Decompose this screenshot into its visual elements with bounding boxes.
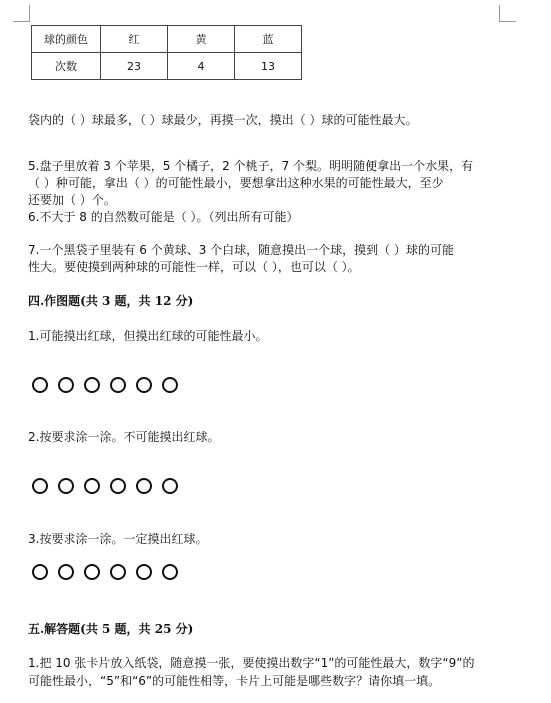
section-4-title: 四.作图题(共 3 题，共 12 分) (28, 294, 194, 308)
draw-question-2: 2.按要求涂一涂。不可能摸出红球。 (28, 430, 220, 444)
ball-circle[interactable] (32, 564, 48, 580)
draw-question-1: 1.可能摸出红球，但摸出红球的可能性最小。 (28, 329, 268, 343)
section-5-title: 五.解答题(共 5 题，共 25 分) (28, 622, 194, 636)
table-cell: 黄 (168, 26, 235, 53)
ball-circle[interactable] (136, 478, 152, 494)
solve-question-1-line-2: 可能性最小，“5”和“6”的可能性相等，卡片上可能是哪些数字？请你填一填。 (28, 674, 441, 688)
question-5-line-2: （ ）种可能，拿出（ ）的可能性最小，要想拿出这种水果的可能性最大，至少 (28, 176, 444, 190)
circle-row-2 (32, 478, 178, 494)
question-7-line-2: 性大。要使摸到两种球的可能性一样，可以（ ），也可以（ ）。 (28, 260, 360, 274)
ball-circle[interactable] (162, 377, 178, 393)
table-cell: 13 (235, 53, 302, 80)
page-corner-mark-left (13, 5, 30, 22)
ball-count-table (31, 25, 302, 80)
ball-circle[interactable] (58, 564, 74, 580)
table-cell: 红 (101, 26, 168, 53)
draw-question-3: 3.按要求涂一涂。一定摸出红球。 (28, 532, 208, 546)
solve-question-1-line-1: 1.把 10 张卡片放入纸袋，随意摸一张，要使摸出数字“1”的可能性最大，数字“9”的 (28, 656, 475, 670)
table-cell: 蓝 (235, 26, 302, 53)
table-header-row (32, 26, 302, 53)
question-7-line-1: 7.一个黑袋子里装有 6 个黄球、3 个白球，随意摸出一个球，摸到（ ）球的可能 (28, 243, 454, 257)
table-cell: 球的颜色 (32, 26, 101, 53)
table-row (32, 53, 302, 80)
ball-circle[interactable] (162, 478, 178, 494)
table-cell: 次数 (32, 53, 101, 80)
ball-circle[interactable] (32, 377, 48, 393)
ball-circle[interactable] (32, 478, 48, 494)
ball-circle[interactable] (84, 478, 100, 494)
circle-row-1 (32, 377, 178, 393)
question-6: 6.不大于 8 的自然数可能是（ ）。（列出所有可能） (28, 210, 299, 224)
question-5-line-1: 5.盘子里放着 3 个苹果，5 个橘子，2 个桃子，7 个梨。明明随便拿出一个水果，有 (28, 159, 474, 173)
ball-circle[interactable] (110, 478, 126, 494)
circle-row-3 (32, 564, 178, 580)
ball-circle[interactable] (84, 377, 100, 393)
ball-circle[interactable] (84, 564, 100, 580)
table-cell: 23 (101, 53, 168, 80)
question-4-tail: 袋内的（ ）球最多，（ ）球最少，再摸一次，摸出（ ）球的可能性最大。 (28, 113, 418, 127)
ball-circle[interactable] (136, 377, 152, 393)
table-cell: 4 (168, 53, 235, 80)
page-corner-mark-right (499, 5, 516, 22)
question-5-line-3: 还要加（ ）个。 (28, 193, 116, 207)
ball-circle[interactable] (136, 564, 152, 580)
ball-circle[interactable] (162, 564, 178, 580)
ball-circle[interactable] (110, 564, 126, 580)
ball-circle[interactable] (58, 377, 74, 393)
ball-circle[interactable] (58, 478, 74, 494)
ball-circle[interactable] (110, 377, 126, 393)
